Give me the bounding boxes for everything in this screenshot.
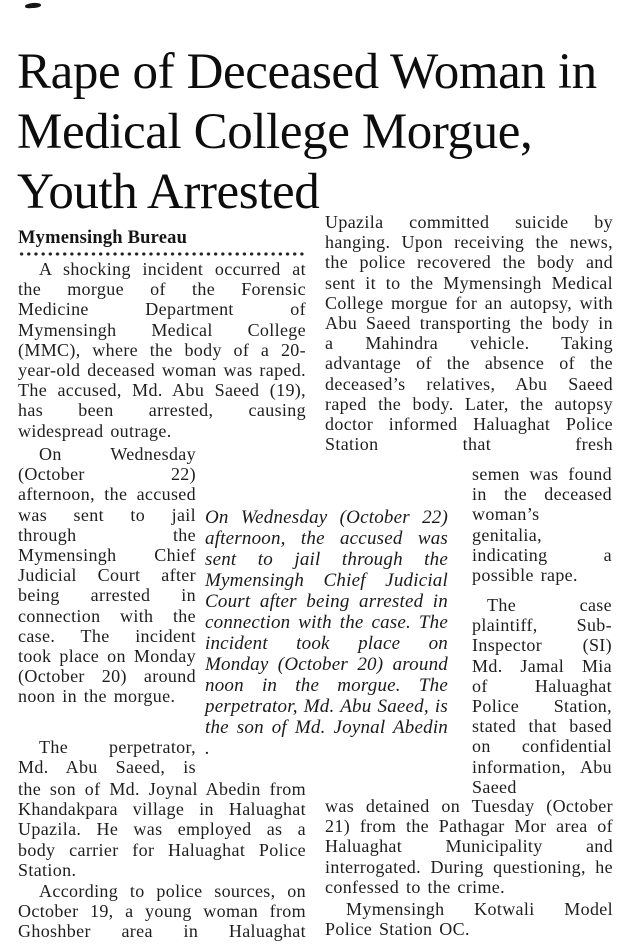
right-column-paragraph-1-continued: semen was found in the deceased woman’s genitalia, indicating a possible rape. xyxy=(472,464,612,586)
byline-dotted-rule xyxy=(18,251,306,257)
left-column-paragraph-2: On Wednesday (October 22) afternoon, the accused was sent to jail through the Mymensingh Chief Judicial Court after being arrested in connection with the case. The incident took place on Monday (October 20) around noon in the morgue. xyxy=(18,444,196,707)
article-byline: Mymensingh Bureau xyxy=(18,228,188,248)
right-column-paragraph-3: Mymensingh Kotwali Model Police Station OC. xyxy=(325,899,613,940)
pull-quote: On Wednesday (October 22) afternoon, the accused was sent to jail through the Mymensingh Chief Judicial Court after being arrested in connection with the case. The incident took place on Monday (October 20) around noon in the morgue. The perpetrator, Md. Abu Saeed, is the son of Md. Joynal Abedin . xyxy=(205,507,448,759)
print-artifact-mark xyxy=(25,2,41,8)
left-column-paragraph-1: A shocking incident occurred at the morgue of the Forensic Medicine Department of Mymensingh Medical College (MMC), where the body of a 20-year-old deceased woman was raped. The accused, Md. Abu Saeed (19), has been arrested, causing widespread outrage. xyxy=(18,259,306,441)
article-headline: Rape of Deceased Woman in Medical College Morgue, Youth Arrested xyxy=(17,44,597,221)
left-column-paragraph-3-body: the son of Md. Joynal Abedin from Khandakpara village in Haluaghat Upazila. He was employed as a body carrier for Haluaghat Police Station. xyxy=(18,779,306,880)
right-column-paragraph-2: The case plaintiff, Sub-Inspector (SI) Md. Jamal Mia of Haluaghat Police Station, stated that based on confidential information, Abu Saeed xyxy=(472,595,612,797)
left-column-paragraph-3-lead: The perpetrator, Md. Abu Saeed, is xyxy=(18,737,196,778)
right-column-paragraph-1: Upazila committed suicide by hanging. Upon receiving the news, the police recovered the body and sent it to the Mymensingh Medical College morgue for an autopsy, with Abu Saeed transporting the body in a Mahindra vehicle. Taking advantage of the absence of the deceased’s relatives, Abu Saeed raped the body. Later, the autopsy doctor informed Haluaghat Police Station that fresh xyxy=(325,212,613,455)
left-column-paragraph-4: According to police sources, on October 19, a young woman from Ghoshber area in Haluaghat xyxy=(18,881,306,942)
right-column-paragraph-2-continued: was detained on Tuesday (October 21) from the Pathagar Mor area of Haluaghat Municipality and interrogated. During questioning, he confessed to the crime. xyxy=(325,796,613,897)
